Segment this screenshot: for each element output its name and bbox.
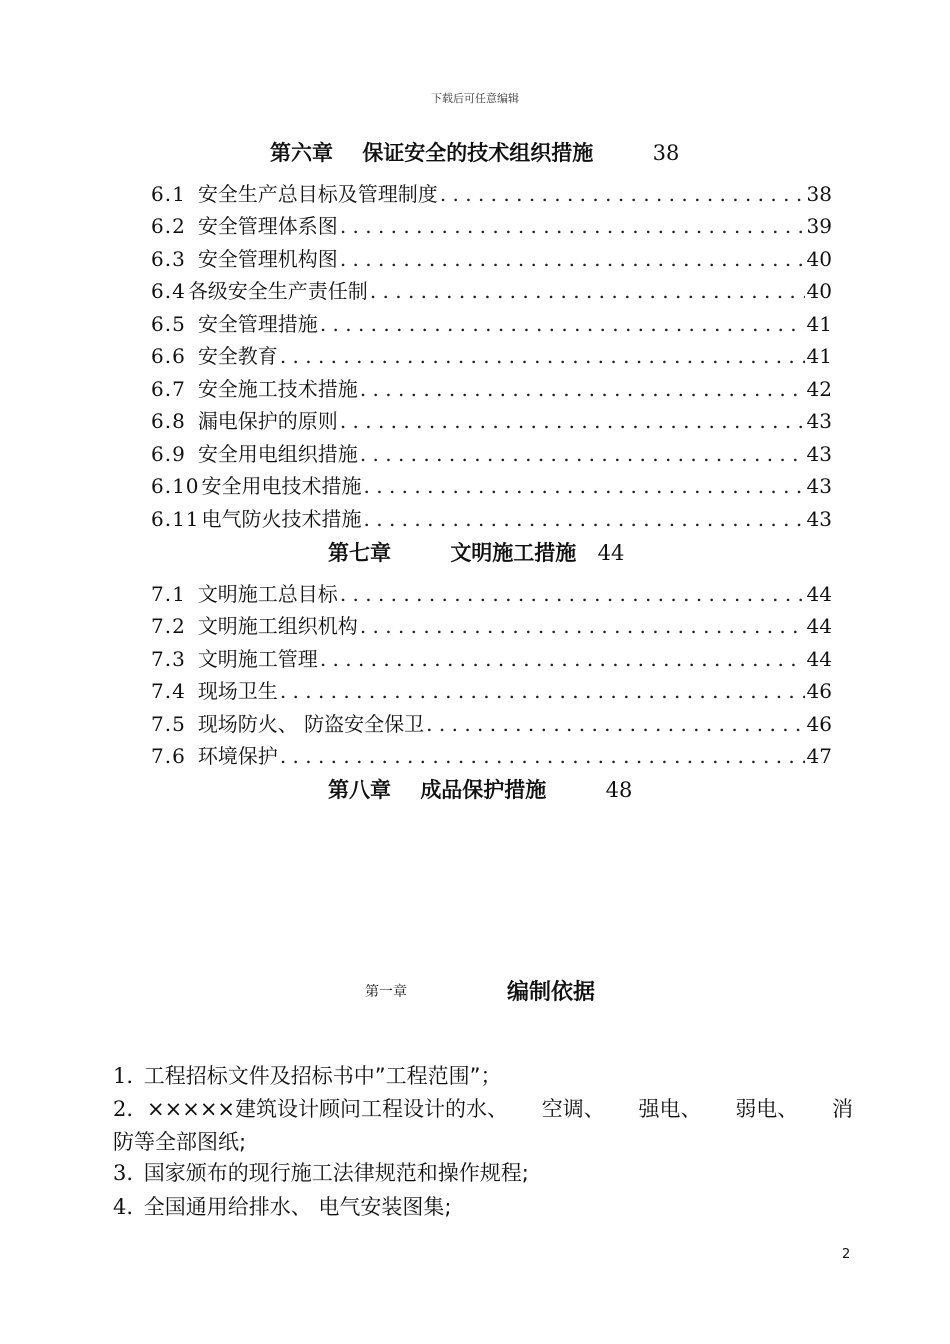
toc-title: 安全施工技术措施 — [197, 377, 358, 401]
toc-row[interactable] — [151, 308, 832, 336]
toc-row[interactable] — [151, 578, 832, 606]
section1-heading — [0, 975, 950, 1005]
toc-title: 电气防火技术措施 — [201, 507, 362, 531]
toc-title: 文明施工总目标 — [197, 582, 338, 606]
chapter6-page: 38 — [652, 141, 680, 165]
chapter7-page: 44 — [597, 541, 625, 565]
toc-num: 7.4 — [151, 679, 186, 703]
toc-leader — [360, 614, 805, 638]
toc-leader — [320, 312, 805, 336]
toc-leader — [360, 442, 805, 466]
toc-title: 文明施工管理 — [197, 647, 318, 671]
toc-leader — [440, 182, 805, 206]
chapter8-heading — [328, 774, 632, 804]
basis-item-2-word: 空调、 — [541, 1097, 605, 1121]
toc-num: 6.10 — [151, 474, 200, 498]
toc-leader — [340, 214, 805, 238]
toc-row[interactable] — [151, 708, 832, 736]
toc-page: 43 — [806, 409, 832, 433]
toc-num: 7.5 — [151, 712, 186, 736]
toc-page: 46 — [806, 712, 832, 736]
toc-leader — [370, 279, 805, 303]
basis-item-2-word: 弱电、 — [735, 1097, 799, 1121]
basis-item-4 — [113, 1191, 853, 1221]
toc-num: 6.11 — [151, 507, 200, 531]
toc-row[interactable] — [151, 675, 832, 703]
toc-row[interactable] — [151, 373, 832, 401]
toc-num: 7.2 — [151, 614, 186, 638]
chapter6-heading — [270, 137, 679, 167]
basis-item-1-text: 工程招标文件及招标书中”工程范围”； — [143, 1064, 502, 1088]
toc-leader — [364, 474, 805, 498]
basis-item-4-num: 4. — [113, 1195, 134, 1219]
chapter7-title: 文明施工措施 — [450, 541, 577, 565]
toc-page: 44 — [806, 647, 832, 671]
basis-item-2-word: 消 — [831, 1097, 853, 1121]
toc-row[interactable] — [151, 340, 832, 368]
toc-page: 41 — [806, 312, 832, 336]
toc-title: 安全用电组织措施 — [197, 442, 358, 466]
toc-page: 47 — [806, 744, 832, 768]
toc-page: 43 — [806, 507, 832, 531]
toc-leader — [340, 247, 805, 271]
page-number: 2 — [842, 1247, 851, 1262]
toc-title: 安全管理措施 — [197, 312, 318, 336]
toc-title: 安全管理体系图 — [197, 214, 338, 238]
toc-num: 6.6 — [151, 344, 186, 368]
chapter7-label: 第七章 — [328, 541, 391, 565]
toc-title: 环境保护 — [197, 744, 278, 768]
toc-title: 漏电保护的原则 — [197, 409, 338, 433]
basis-item-2-num: 2. — [113, 1097, 134, 1121]
toc-row[interactable] — [151, 470, 832, 498]
toc-title: 安全生产总目标及管理制度 — [197, 182, 438, 206]
section1-label: 第一章 — [365, 984, 407, 1000]
toc-leader — [320, 647, 805, 671]
basis-item-1-num: 1. — [113, 1064, 134, 1088]
toc-leader — [364, 507, 805, 531]
toc-row[interactable] — [151, 210, 832, 238]
basis-item-2-word: 强电、 — [638, 1097, 702, 1121]
toc-num: 6.9 — [151, 442, 186, 466]
toc-page: 38 — [806, 182, 832, 206]
toc-leader — [280, 344, 805, 368]
toc-row[interactable] — [151, 643, 832, 671]
toc-leader — [340, 582, 805, 606]
toc-row[interactable] — [151, 178, 832, 206]
chapter8-label: 第八章 — [328, 778, 391, 802]
toc-page: 44 — [806, 614, 832, 638]
toc-leader — [360, 377, 805, 401]
chapter7-heading — [328, 537, 624, 567]
toc-leader — [426, 712, 804, 736]
header-note: 下载后可任意编辑 — [431, 92, 519, 105]
toc-title: 安全管理机构图 — [197, 247, 338, 271]
toc-num: 6.5 — [151, 312, 186, 336]
chapter6-title: 保证安全的技术组织措施 — [362, 141, 594, 165]
section1-title: 编制依据 — [507, 980, 596, 1005]
toc-num: 6.7 — [151, 377, 186, 401]
basis-item-4-text: 全国通用给排水、 电气安装图集; — [143, 1195, 452, 1219]
toc-row[interactable] — [151, 438, 832, 466]
toc-num: 6.1 — [151, 182, 186, 206]
toc-page: 40 — [806, 279, 832, 303]
toc-row[interactable] — [151, 275, 832, 303]
toc-num: 6.3 — [151, 247, 186, 271]
toc-title: 现场卫生 — [197, 679, 278, 703]
toc-page: 41 — [806, 344, 832, 368]
chapter8-title: 成品保护措施 — [420, 778, 547, 802]
toc-num: 7.1 — [151, 582, 186, 606]
chapter8-page: 48 — [605, 778, 633, 802]
chapter6-label: 第六章 — [270, 141, 333, 165]
basis-item-3-text: 国家颁布的现行施工法律规范和操作规程; — [143, 1161, 529, 1185]
toc-row[interactable] — [151, 243, 832, 271]
toc-title: 各级安全生产责任制 — [187, 279, 368, 303]
toc-num: 7.3 — [151, 647, 186, 671]
toc-row[interactable] — [151, 740, 832, 768]
toc-row[interactable] — [151, 405, 832, 433]
basis-item-2-word: ×××××建筑设计顾问工程设计的水、 — [147, 1097, 509, 1121]
toc-leader — [280, 679, 805, 703]
toc-page: 42 — [806, 377, 832, 401]
toc-num: 6.2 — [151, 214, 186, 238]
toc-leader — [340, 409, 805, 433]
basis-item-3-num: 3. — [113, 1161, 134, 1185]
basis-item-3 — [113, 1157, 853, 1187]
toc-page: 39 — [806, 214, 832, 238]
toc-title: 安全教育 — [197, 344, 278, 368]
toc-num: 7.6 — [151, 744, 186, 768]
toc-page: 40 — [806, 247, 832, 271]
toc-title: 现场防火、 防盗安全保卫 — [197, 712, 425, 736]
basis-item-1 — [113, 1060, 853, 1090]
basis-item-2 — [113, 1093, 853, 1123]
toc-page: 46 — [806, 679, 832, 703]
toc-title: 安全用电技术措施 — [201, 474, 362, 498]
toc-title: 文明施工组织机构 — [197, 614, 358, 638]
toc-row[interactable] — [151, 503, 832, 531]
toc-page: 44 — [806, 582, 832, 606]
toc-page: 43 — [806, 442, 832, 466]
toc-page: 43 — [806, 474, 832, 498]
toc-num: 6.4 — [151, 279, 186, 303]
toc-row[interactable] — [151, 610, 832, 638]
toc-leader — [280, 744, 805, 768]
basis-item-2-cont: 防等全部图纸; — [113, 1130, 247, 1154]
toc-num: 6.8 — [151, 409, 186, 433]
